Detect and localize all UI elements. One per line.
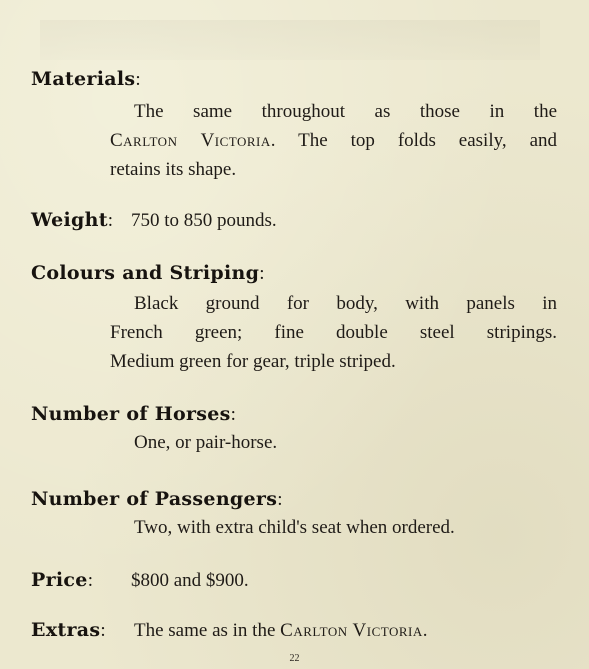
materials-heading-colon: : <box>135 69 141 90</box>
passengers-heading-colon: : <box>277 489 283 510</box>
price-value: $800 and $900. <box>131 570 249 591</box>
materials-line-3: retains its shape. <box>110 159 237 180</box>
price-heading-text: Price <box>31 569 88 591</box>
materials-heading-text: Materials <box>31 68 136 90</box>
horses-heading-text: Number of Horses <box>31 403 231 425</box>
colours-heading-colon: : <box>259 263 265 284</box>
weight-heading-colon: : <box>107 210 114 231</box>
colours-description <box>110 289 557 376</box>
colours-line-3: Medium green for gear, triple striped. <box>110 351 396 372</box>
carlton-victoria-ref: Carlton Victoria <box>110 130 271 151</box>
extras-value-suffix: . <box>422 620 428 641</box>
materials-line-1: The same throughout as those in the <box>134 101 557 122</box>
extras-heading-colon: : <box>100 620 106 641</box>
extras-heading <box>31 619 106 642</box>
price-heading-colon: : <box>87 570 94 591</box>
materials-line-2 <box>110 126 557 155</box>
passengers-value: Two, with extra child's seat when ordered. <box>134 517 455 538</box>
colours-line-1: Black ground for body, with panels in <box>134 293 557 314</box>
weight-value: 750 to 850 pounds. <box>131 210 277 231</box>
horses-heading <box>31 403 236 426</box>
extras-value-prefix: The same as in the <box>134 620 281 641</box>
extras-heading-text: Extras <box>31 619 101 641</box>
colours-heading-text: Colours and Striping <box>31 262 260 284</box>
materials-heading <box>31 68 141 91</box>
weight-heading <box>31 209 113 232</box>
materials-description <box>110 97 557 184</box>
horses-value: One, or pair-horse. <box>134 432 278 453</box>
horses-heading-colon: : <box>230 404 237 425</box>
passengers-heading <box>31 488 283 511</box>
passengers-heading-text: Number of Passengers <box>31 488 278 510</box>
colours-line-2: French green; fine double steel stripings. <box>110 322 557 343</box>
carlton-victoria-ref-2: Carlton Victoria <box>280 620 423 641</box>
price-heading <box>31 569 93 592</box>
page-number: 22 <box>289 653 300 664</box>
materials-line-2-suffix: . The top folds easily, and <box>270 130 557 151</box>
extras-value <box>134 616 427 645</box>
colours-heading <box>31 262 265 285</box>
weight-heading-text: Weight <box>31 209 108 231</box>
bleed-through <box>40 20 540 60</box>
